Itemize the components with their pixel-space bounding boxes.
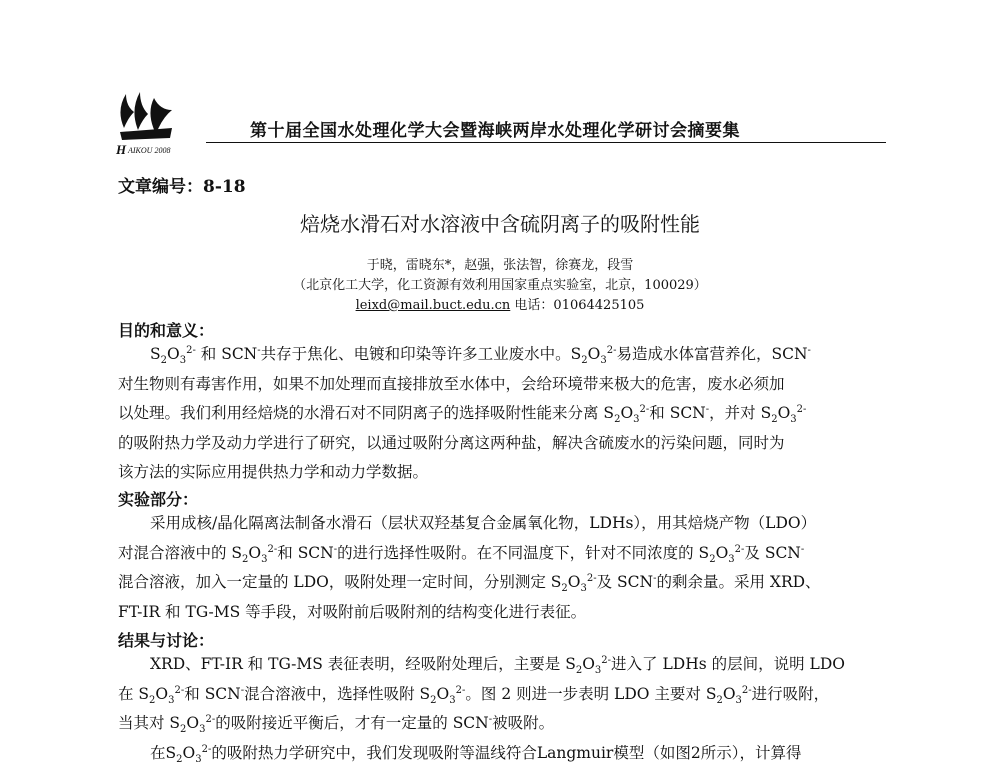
results-line-3: 当其对 $S_2O_3^{2-}$的吸附接近平衡后，才有一定量的 SCN-被吸附。 xyxy=(118,709,888,739)
experiment-line-3: 混合溶液，加入一定量的 LDO，吸附处理一定时间，分别测定 $S_2O_3^{2-}$及 SCN-的剩余量。采用 XRD、 xyxy=(118,568,888,598)
phone-text: 电话：01064425105 xyxy=(514,298,644,313)
email-link[interactable]: leixd@mail.buct.edu.cn xyxy=(356,298,511,313)
purpose-paragraph xyxy=(118,340,888,488)
section-purpose-heading: 目的和意义： xyxy=(118,318,214,341)
conference-logo xyxy=(112,88,198,156)
svg-text:H: H xyxy=(115,142,127,156)
paper-title: 焙烧水滑石对水溶液中含硫阴离子的吸附性能 xyxy=(0,208,1000,237)
article-number: 文章编号：8-18 xyxy=(118,172,246,197)
results-paragraph xyxy=(118,650,888,768)
purpose-line-1: $S_2O_3^{2-}$ 和 SCN-共存于焦化、电镀和印染等许多工业废水中。$S_2O_3^{2-}$易造成水体富营养化，SCN- xyxy=(118,340,888,370)
experiment-line-1: 采用成核/晶化隔离法制备水滑石（层状双羟基复合金属氧化物，LDHs），用其焙烧产物（LDO） xyxy=(118,509,888,539)
experiment-paragraph xyxy=(118,509,888,627)
proceedings-title: 第十届全国水处理化学大会暨海峡两岸水处理化学研讨会摘要集 xyxy=(250,116,740,141)
purpose-line-4: 的吸附热力学及动力学进行了研究，以通过吸附分离这两种盐，解决含硫废水的污染问题，同时为 xyxy=(118,429,888,459)
purpose-line-2: 对生物则有毒害作用，如果不加处理而直接排放至水体中，会给环境带来极大的危害，废水必须加 xyxy=(118,370,888,400)
section-results-heading: 结果与讨论： xyxy=(118,628,214,651)
affiliation: （北京化工大学，化工资源有效利用国家重点实验室，北京，100029） xyxy=(0,274,1000,293)
header-rule xyxy=(206,142,886,143)
results-line-1: XRD、FT-IR 和 TG-MS 表征表明，经吸附处理后，主要是 $S_2O_3^{2-}$进入了 LDHs 的层间，说明 LDO xyxy=(118,650,888,680)
contact-line xyxy=(0,294,1000,313)
purpose-line-3: 以处理。我们利用经焙烧的水滑石对不同阴离子的选择吸附性能来分离 $S_2O_3^{2-}$和 SCN-，并对 $S_2O_3^{2-}$ xyxy=(118,399,888,429)
experiment-line-2: 对混合溶液中的 $S_2O_3^{2-}$和 SCN-的进行选择性吸附。在不同温度下，针对不同浓度的 $S_2O_3^{2-}$及 SCN- xyxy=(118,539,888,569)
section-experiment-heading: 实验部分： xyxy=(118,487,198,510)
svg-text:AIKOU 2008: AIKOU 2008 xyxy=(127,146,170,155)
author-list: 于晓，雷晓东*，赵强，张法智，徐赛龙，段雪 xyxy=(0,254,1000,273)
results-line-4: 在$S_2O_3^{2-}$的吸附热力学研究中，我们发现吸附等温线符合Langmuir模型（如图2所示），计算得 xyxy=(118,739,888,768)
experiment-line-4: FT-IR 和 TG-MS 等手段，对吸附前后吸附剂的结构变化进行表征。 xyxy=(118,598,888,628)
results-line-2: 在 $S_2O_3^{2-}$和 SCN-混合溶液中，选择性吸附 $S_2O_3^{2-}$。图 2 则进一步表明 LDO 主要对 $S_2O_3^{2-}$进行吸附， xyxy=(118,680,888,710)
purpose-line-5: 该方法的实际应用提供热力学和动力学数据。 xyxy=(118,458,888,488)
